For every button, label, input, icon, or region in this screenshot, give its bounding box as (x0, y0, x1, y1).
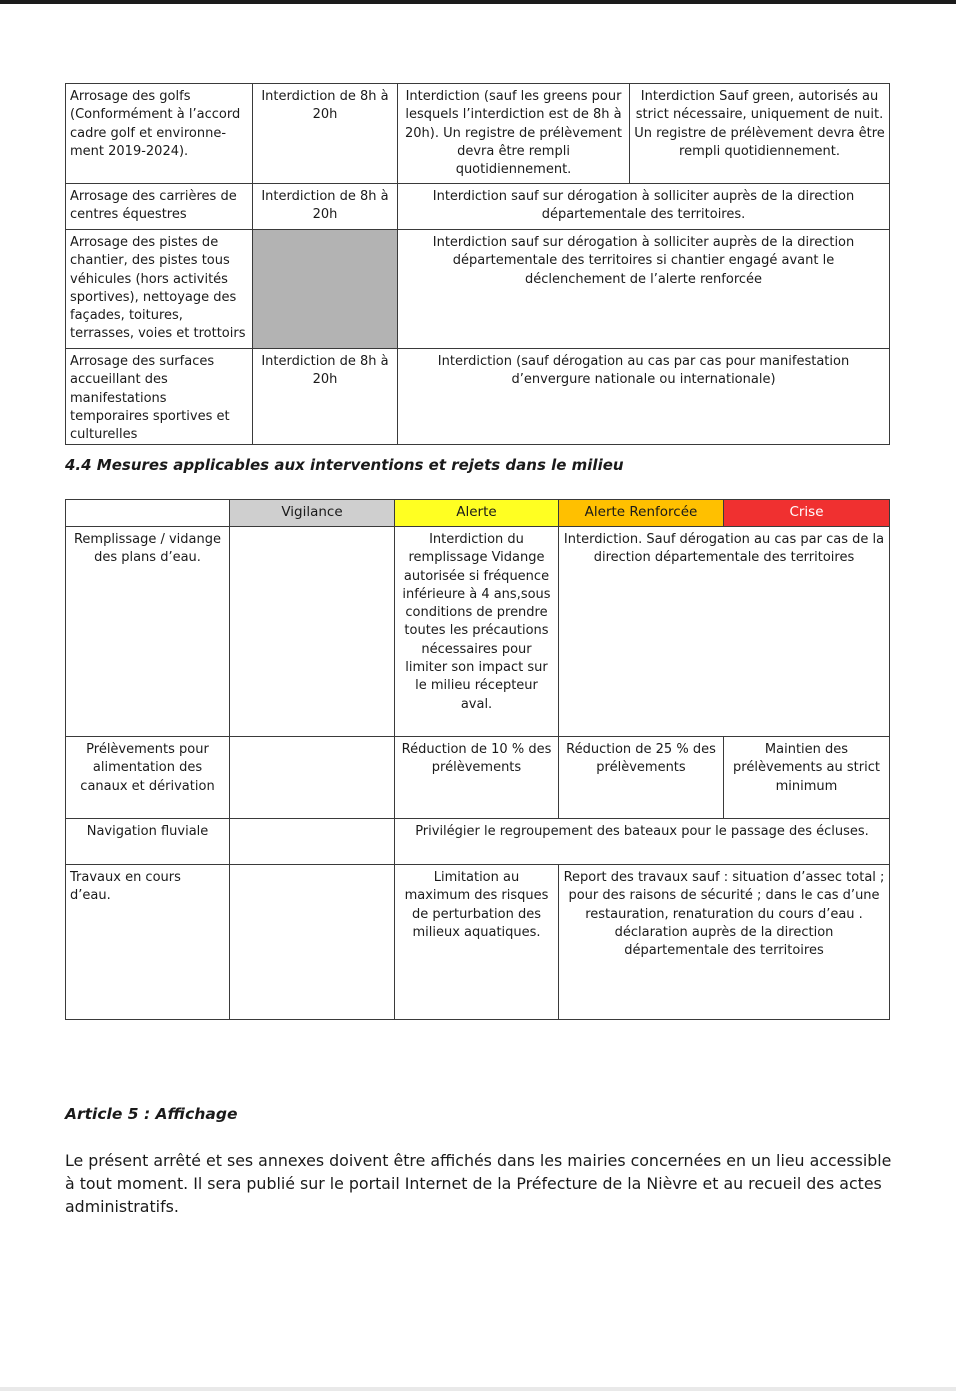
cell-crise: Maintien des prélèvements au strict minimum (724, 737, 890, 819)
table-row (66, 84, 890, 184)
restrictions-table-watering (65, 83, 890, 445)
cell-alerte-to-crise: Interdiction sauf sur dérogation à solliciter auprès de la direction départementale des territoires si chantier engagé avant le déclenchement de l’alerte renforcée (398, 230, 890, 349)
cell-alerte: Interdiction du remplissage Vidange autorisée si fréquence inférieure à 4 ans,sous conditions de prendre toutes les précautions nécessaires pour limiter son impact sur le milieu récepteur aval. (395, 527, 559, 737)
table-header-row (66, 500, 890, 527)
header-empty (66, 500, 230, 527)
row-label: Arrosage des carrières de centres équestres (66, 184, 253, 230)
table-row (66, 865, 890, 1020)
cell-vigilance (230, 819, 395, 865)
cell-vigilance: Interdiction de 8h à 20h (253, 349, 398, 445)
restrictions-table-interventions (65, 499, 890, 1020)
row-label: Remplissage / vidange des plans d’eau. (66, 527, 230, 737)
row-label: Arrosage des surfaces accueillant des manifestations temporaires sportives et culturelles (66, 349, 253, 445)
cell-vigilance (230, 527, 395, 737)
cell-alerte: Réduction de 10 % des prélèvements (395, 737, 559, 819)
cell-vigilance (230, 865, 395, 1020)
row-label: Prélèvements pour alimentation des canaux et dérivation (66, 737, 230, 819)
bottom-edge-bar (0, 1387, 956, 1391)
row-label: Arrosage des pistes de chantier, des pistes tous véhicules (hors activités sportives), nettoyage des façades, toitures, terrasses, voies et trottoirs (66, 230, 253, 349)
top-edge-bar (0, 0, 956, 4)
article-heading: Article 5 : Affichage (65, 1105, 238, 1123)
table-row (66, 527, 890, 737)
cell-vigilance (230, 737, 395, 819)
cell-alerte-renforcee: Réduction de 25 % des prélèvements (559, 737, 724, 819)
row-label: Travaux en cours d’eau. (66, 865, 230, 1020)
table-row (66, 230, 890, 349)
cell-vigilance-greyed (253, 230, 398, 349)
cell-vigilance: Interdiction de 8h à 20h (253, 84, 398, 184)
cell-alerte-renforcee-crise: Interdiction. Sauf dérogation au cas par cas de la direction départementale des territoires (559, 527, 890, 737)
header-alerte: Alerte (395, 500, 559, 527)
article-paragraph: Le présent arrêté et ses annexes doivent être affichés dans les mairies concernées en un lieu accessible à tout moment. Il sera publié sur le portail Internet de la Préfecture de la Nièvre et au recueil des actes administratifs. (65, 1151, 892, 1216)
cell-alerte: Limitation au maximum des risques de perturbation des milieux aquatiques. (395, 865, 559, 1020)
header-vigilance: Vigilance (230, 500, 395, 527)
table-row (66, 184, 890, 230)
header-alerte-renforcee: Alerte Renforcée (559, 500, 724, 527)
cell-vigilance: Interdiction de 8h à 20h (253, 184, 398, 230)
row-label: Arrosage des golfs (Conformément à l’accord cadre golf et environne-ment 2019-2024). (66, 84, 253, 184)
header-crise: Crise (724, 500, 890, 527)
cell-alerte-to-crise: Interdiction (sauf dérogation au cas par cas pour manifestation d’envergure nationale ou internationale) (398, 349, 890, 445)
section-heading: 4.4 Mesures applicables aux interventions et rejets dans le milieu (65, 456, 624, 474)
cell-alerte-to-crise: Interdiction sauf sur dérogation à solliciter auprès de la direction départementale des territoires. (398, 184, 890, 230)
cell-alerte-renforcee-crise: Report des travaux sauf : situation d’assec total ; pour des raisons de sécurité ; dans le cas d’une restauration, renaturation du cours d’eau . déclaration auprès de la direction départementale des territoires (559, 865, 890, 1020)
cell-alerte: Interdiction (sauf les greens pour lesquels l’interdiction est de 8h à 20h). Un registre de prélèvement devra être rempli quotidiennement. (398, 84, 630, 184)
cell-alerte-to-crise: Privilégier le regroupement des bateaux pour le passage des écluses. (395, 819, 890, 865)
table-row (66, 349, 890, 445)
cell-crise: Interdiction Sauf green, autorisés au strict nécessaire, uniquement de nuit. Un registre de prélèvement devra être rempli quotidiennement. (630, 84, 890, 184)
row-label: Navigation fluviale (66, 819, 230, 865)
table-row (66, 819, 890, 865)
table-row (66, 737, 890, 819)
